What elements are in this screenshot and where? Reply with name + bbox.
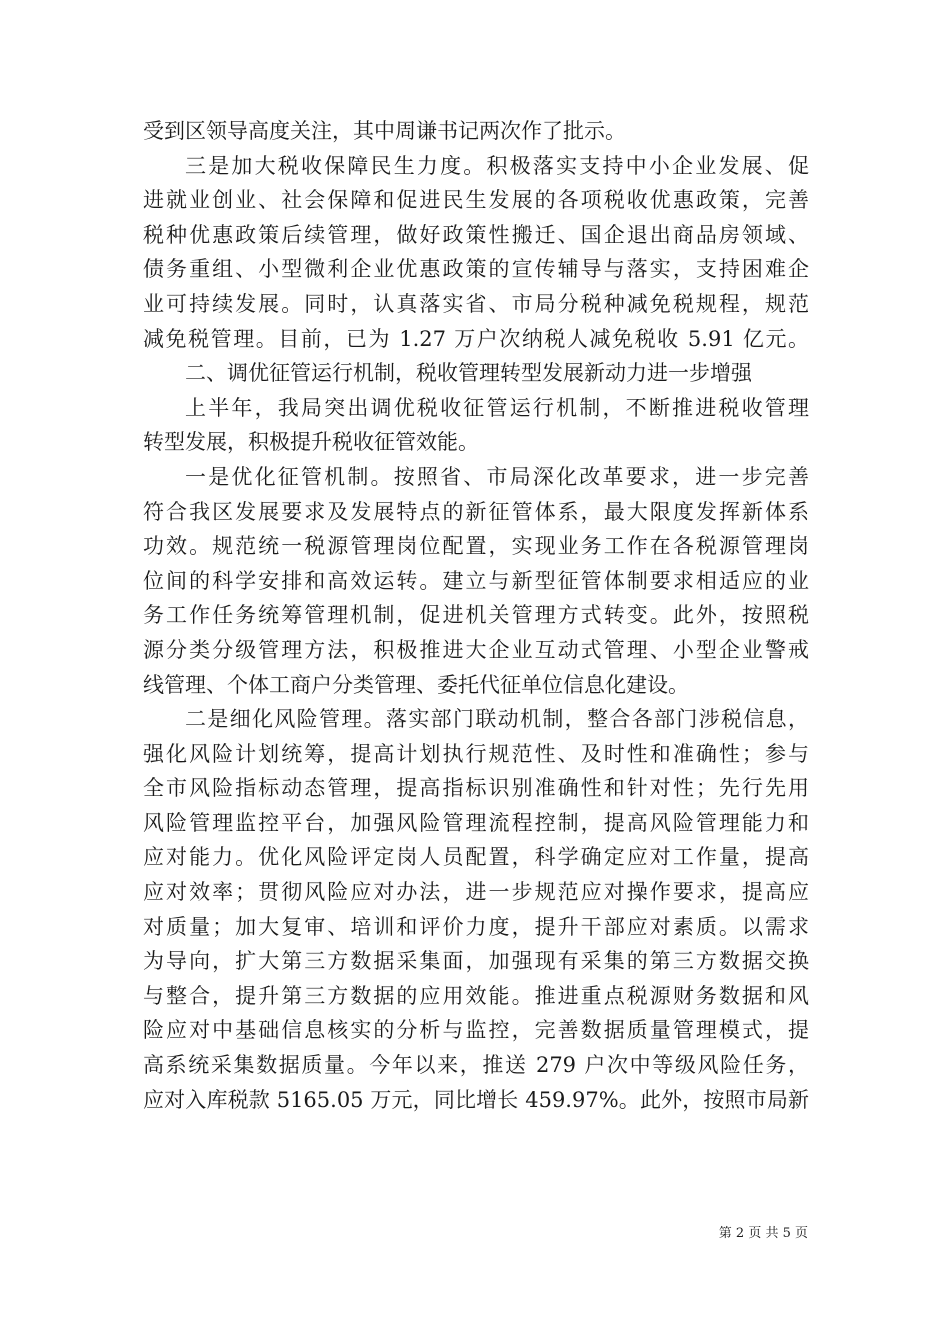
text-line: 务工作任务统筹管理机制，促进机关管理方式转变。此外，按照税 [143, 603, 809, 628]
text-line: 三是加大税收保障民生力度。积极落实支持中小企业发展、促 [185, 153, 809, 178]
text-line: 应对入库税款 5165.05 万元，同比增长 459.97%。此外，按照市局新 [143, 1087, 809, 1112]
text-line: 减免税管理。目前，已为 1.27 万户次纳税人减免税收 5.91 亿元。 [143, 326, 809, 351]
page-number: 第 2 页 共 5 页 [718, 1226, 808, 1241]
text-line: 转型发展，积极提升税收征管效能。 [143, 430, 479, 455]
text-line: 一是优化征管机制。按照省、市局深化改革要求，进一步完善 [185, 464, 809, 489]
text-line: 债务重组、小型微利企业优惠政策的宣传辅导与落实，支持困难企 [143, 257, 809, 282]
text-line: 对质量；加大复审、培训和评价力度，提升干部应对素质。以需求 [143, 914, 809, 939]
text-line: 高系统采集数据质量。今年以来，推送 279 户次中等级风险任务， [143, 1053, 809, 1078]
text-line: 线管理、个体工商户分类管理、委托代征单位信息化建设。 [143, 672, 689, 697]
text-line: 应对效率；贯彻风险应对办法，进一步规范应对操作要求，提高应 [143, 880, 809, 905]
text-line: 上半年，我局突出调优税收征管运行机制，不断推进税收管理 [185, 395, 809, 420]
text-line: 税种优惠政策后续管理，做好政策性搬迁、国企退出商品房领域、 [143, 222, 809, 247]
text-line: 功效。规范统一税源管理岗位配置，实现业务工作在各税源管理岗 [143, 534, 809, 559]
text-line: 为导向，扩大第三方数据采集面，加强现有采集的第三方数据交换 [143, 949, 809, 974]
text-line: 受到区领导高度关注，其中周谦书记两次作了批示。 [143, 119, 626, 143]
text-line: 险应对中基础信息核实的分析与监控，完善数据质量管理模式，提 [143, 1018, 809, 1043]
text-line: 二是细化风险管理。落实部门联动机制，整合各部门涉税信息， [185, 707, 809, 732]
text-line: 符合我区发展要求及发展特点的新征管体系，最大限度发挥新体系 [143, 499, 809, 524]
text-line: 风险管理监控平台，加强风险管理流程控制，提高风险管理能力和 [143, 810, 809, 835]
text-line: 全市风险指标动态管理，提高指标识别准确性和针对性；先行先用 [143, 776, 809, 801]
section-heading: 二、调优征管运行机制，税收管理转型发展新动力进一步增强 [185, 361, 752, 386]
text-line: 源分类分级管理方法，积极推进大企业互动式管理、小型企业警戒 [143, 637, 809, 662]
document-body [143, 114, 809, 1117]
text-line: 位间的科学安排和高效运转。建立与新型征管体制要求相适应的业 [143, 568, 809, 593]
text-line: 强化风险计划统筹，提高计划执行规范性、及时性和准确性；参与 [143, 741, 809, 766]
text-line: 与整合，提升第三方数据的应用效能。推进重点税源财务数据和风 [143, 983, 809, 1008]
text-line: 应对能力。优化风险评定岗人员配置，科学确定应对工作量，提高 [143, 845, 809, 870]
text-line: 业可持续发展。同时，认真落实省、市局分税种减免税规程，规范 [143, 291, 809, 316]
text-line: 进就业创业、社会保障和促进民生发展的各项税收优惠政策，完善 [143, 188, 809, 213]
